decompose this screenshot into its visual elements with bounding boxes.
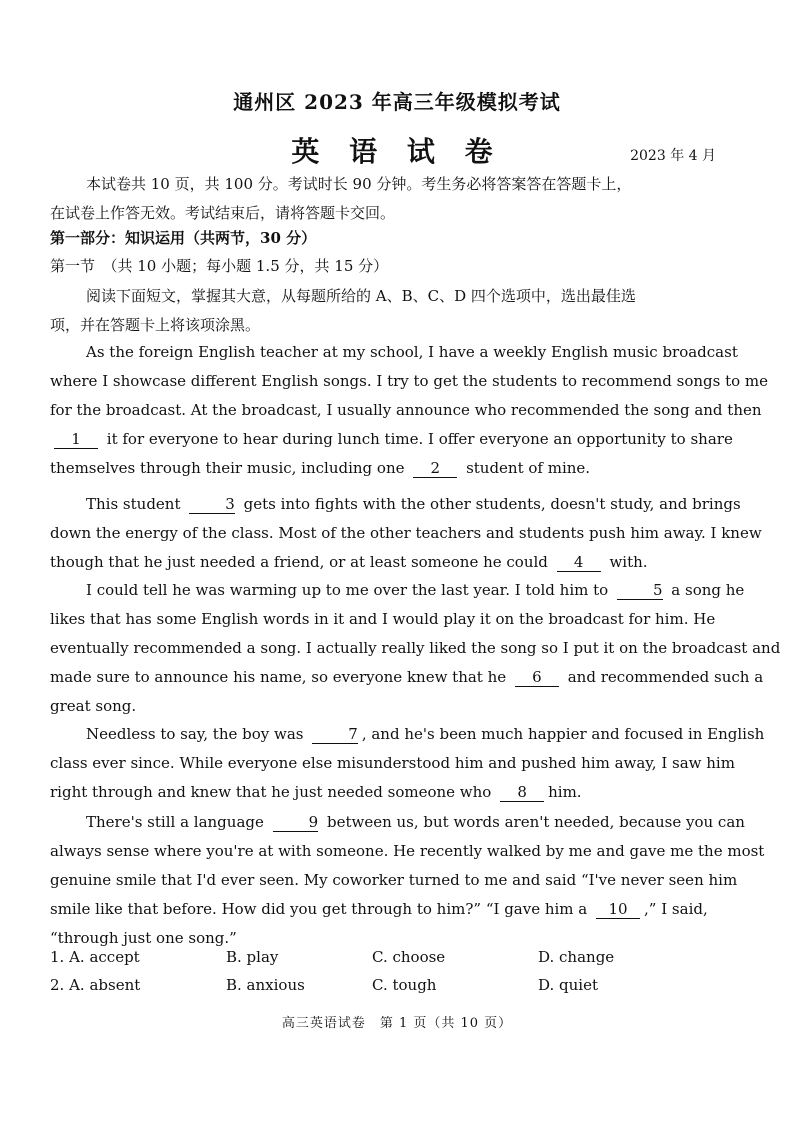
passage-text: though that he just needed a friend, or at least someone he could xyxy=(50,553,548,571)
passage-line: always sense where you're at with someone. He recently walked by me and gave me the most xyxy=(50,842,765,860)
option-d: D. quiet xyxy=(538,976,598,994)
passage-line: great song. xyxy=(50,697,137,715)
exam-subject-title: 英 语 试 卷 xyxy=(291,135,503,168)
passage-line: “through just one song.” xyxy=(50,929,237,947)
passage-line: class ever since. While everyone else misunderstood him and pushed him away, I saw him xyxy=(50,754,735,772)
passage-line: where I showcase different English songs. I try to get the students to recommend songs to me xyxy=(50,372,769,390)
passage-line xyxy=(50,663,764,692)
passage-line xyxy=(50,425,733,454)
passage-text: made sure to announce his name, so everyone knew that he xyxy=(50,668,507,686)
intro-paragraph xyxy=(50,170,730,228)
passage-paragraph-2 xyxy=(50,490,762,577)
passage-text: him. xyxy=(548,783,582,801)
passage-line xyxy=(50,895,730,924)
passage-line: likes that has some English words in it and I would play it on the broadcast for him. He xyxy=(50,610,716,628)
part-heading: 第一部分：知识运用（共两节，30 分） xyxy=(50,229,317,247)
passage-text: There's still a language xyxy=(86,813,264,831)
exam-title: 通州区 2023 年高三年级模拟考试 xyxy=(233,90,561,114)
passage-line: for the broadcast. At the broadcast, I usually announce who recommended the song and then xyxy=(50,401,762,419)
instructions xyxy=(50,282,730,340)
option-d: D. change xyxy=(538,948,615,966)
passage-text: This student xyxy=(86,495,181,513)
passage-paragraph-3 xyxy=(50,576,781,721)
passage-line: genuine smile that I'd ever seen. My coworker turned to me and said “I've never seen him xyxy=(50,871,738,889)
passage-line xyxy=(50,576,745,605)
blank-1: 1 xyxy=(54,430,98,449)
blank-9: 9 xyxy=(273,813,319,832)
passage-line xyxy=(50,490,741,519)
passage-line: As the foreign English teacher at my school, I have a weekly English music broadcast xyxy=(86,343,738,361)
blank-4: 4 xyxy=(557,553,601,572)
passage-text: a song he xyxy=(671,581,745,599)
passage-text: with. xyxy=(609,553,648,571)
passage-line: eventually recommended a song. I actually really liked the song so I put it on the broadcast and xyxy=(50,639,781,657)
passage-text: , and he's been much happier and focused in English xyxy=(361,725,765,743)
passage-text: right through and knew that he just needed someone who xyxy=(50,783,492,801)
option-c: C. tough xyxy=(372,976,437,994)
passage-paragraph-4 xyxy=(50,720,765,807)
passage-line xyxy=(50,808,745,837)
answer-options xyxy=(50,948,750,1004)
passage-paragraph-5 xyxy=(50,808,765,953)
section-heading: 第一节 （共 10 小题；每小题 1.5 分，共 15 分） xyxy=(50,257,389,275)
passage-text: themselves through their music, including one xyxy=(50,459,405,477)
passage-line: down the energy of the class. Most of the other teachers and students push him away. I knew xyxy=(50,524,762,542)
instructions-line: 阅读下面短文，掌握其大意，从每题所给的 A、B、C、D 四个选项中，选出最佳选 xyxy=(86,287,636,305)
intro-line: 本试卷共 10 页，共 100 分。考试时长 90 分钟。考生务必将答案答在答题卡上， xyxy=(86,175,632,193)
passage-line xyxy=(50,548,730,577)
passage-text: gets into fights with the other students, doesn't study, and brings xyxy=(243,495,741,513)
option-c: C. choose xyxy=(372,948,446,966)
blank-8: 8 xyxy=(500,783,544,802)
passage-line xyxy=(50,778,730,807)
option-a: 2. A. absent xyxy=(50,976,141,994)
passage-text: Needless to say, the boy was xyxy=(86,725,304,743)
blank-3: 3 xyxy=(189,495,235,514)
exam-date: 2023 年 4 月 xyxy=(630,148,716,164)
passage-text: ,” I said, xyxy=(644,900,708,918)
passage-text: between us, but words aren't needed, because you can xyxy=(326,813,745,831)
passage-text: it for everyone to hear during lunch time. I offer everyone an opportunity to share xyxy=(106,430,733,448)
passage-line xyxy=(50,454,730,483)
page-footer: 高三英语试卷 第 1 页（共 10 页） xyxy=(281,1016,513,1031)
option-b: B. anxious xyxy=(226,976,305,994)
blank-10: 10 xyxy=(596,900,640,919)
blank-2: 2 xyxy=(413,459,457,478)
passage-text: and recommended such a xyxy=(567,668,764,686)
passage-line xyxy=(50,720,765,749)
blank-6: 6 xyxy=(515,668,559,687)
blank-5: 5 xyxy=(617,581,663,600)
passage-text: smile like that before. How did you get through to him?” “I gave him a xyxy=(50,900,588,918)
option-b: B. play xyxy=(226,948,279,966)
passage-text: I could tell he was warming up to me over the last year. I told him to xyxy=(86,581,609,599)
question-row xyxy=(50,976,750,1004)
passage-paragraph-1 xyxy=(50,338,769,483)
intro-line: 在试卷上作答无效。考试结束后，请将答题卡交回。 xyxy=(50,204,396,222)
question-row xyxy=(50,948,750,976)
blank-7: 7 xyxy=(312,725,358,744)
instructions-line: 项，并在答题卡上将该项涂黑。 xyxy=(50,316,261,334)
option-a: 1. A. accept xyxy=(50,948,140,966)
passage-text: student of mine. xyxy=(466,459,591,477)
